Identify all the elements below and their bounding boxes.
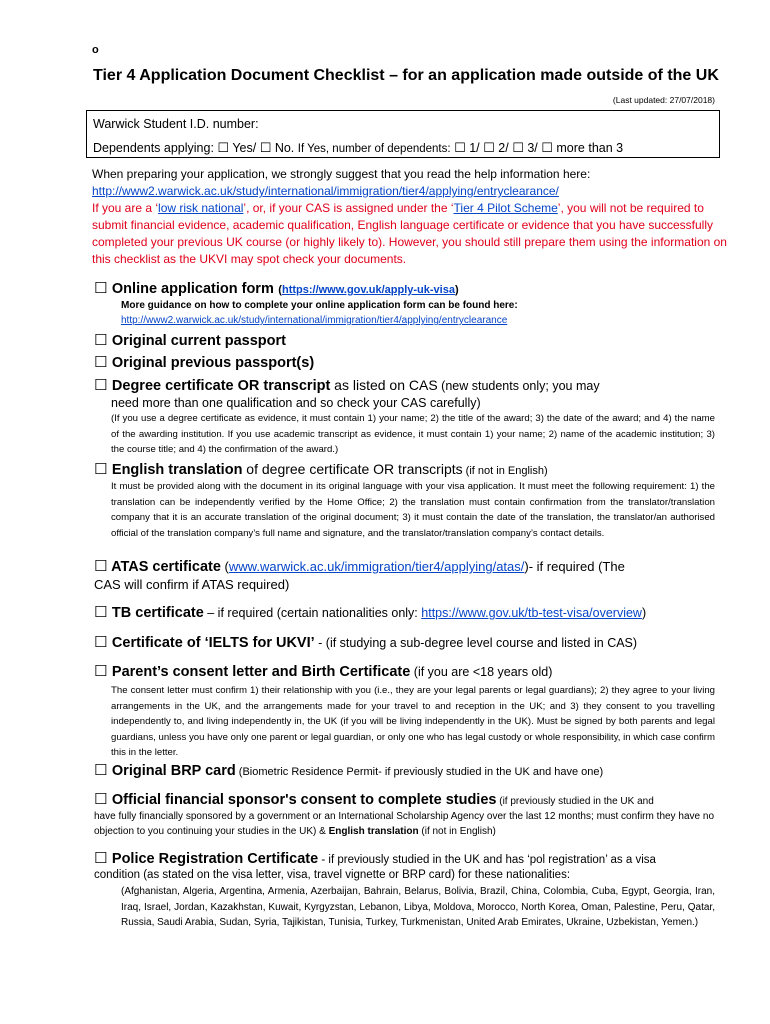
translation-rest: of degree certificate OR transcripts	[242, 461, 463, 477]
tb-rest: – if required (certain nationalities only:	[203, 606, 422, 620]
translation-heading: English translation	[111, 462, 243, 478]
checkbox-online-form[interactable]: ☐	[94, 279, 108, 297]
item-translation	[94, 460, 548, 479]
ielts-rest: - (if studying a sub-degree level course and listed in CAS)	[314, 636, 638, 650]
low-risk-link[interactable]: low risk national	[158, 201, 244, 215]
checkbox-parent[interactable]: ☐	[94, 662, 108, 680]
police-line2: condition (as stated on the visa letter, visa, travel vignette or BRP card) for these nationalities:	[94, 869, 571, 881]
pilot-scheme-link[interactable]: Tier 4 Pilot Scheme	[453, 201, 558, 215]
police-heading: Police Registration Certificate	[111, 851, 319, 867]
atas-line2: CAS will confirm if ATAS required)	[94, 577, 290, 592]
checkbox-brp[interactable]: ☐	[94, 761, 108, 779]
intro-paragraph	[92, 166, 732, 268]
item-parent	[94, 662, 552, 681]
tb-link[interactable]: https://www.gov.uk/tb-test-visa/overview	[421, 606, 642, 620]
intro-red-text	[92, 200, 732, 268]
degree-heading: Degree certificate OR transcript	[111, 378, 331, 394]
no-label: No.	[274, 141, 295, 155]
item-tb	[94, 603, 646, 622]
police-countries: (Afghanistan, Algeria, Argentina, Armenia, Azerbaijan, Bahrain, Belarus, Bolivia, Brazil, China, Colombia, Cuba, Egypt, Georgia, Iran, Iraq, Israel, Jordan, Kazakhstan, Kuwait, Kyrgyzstan, Lebanon, Libya, Moldova, Morocco, North Korea, Oman, Palestine, Peru, Qatar, Russia, Saudi Arabia, Sudan, Syria, Tajikistan, Tunisia, Turkey, Turkmenistan, United Arab Emirates, Ukraine, Uzbekistan, Yemen.)	[121, 886, 715, 928]
previous-passport-heading: Original previous passport(s)	[111, 355, 315, 371]
item-atas	[94, 557, 714, 575]
tb-paren-close: )	[641, 606, 647, 620]
red-text-1: If you are a ‘	[92, 201, 159, 215]
red-text-2: ’, or, if your CAS is assigned under the ‘	[243, 201, 454, 215]
yes-label: Yes/	[232, 141, 257, 155]
police-rest: - if previously studied in the UK and has ‘pol registration’ as a visa	[318, 854, 656, 866]
atas-heading: ATAS certificate	[111, 559, 221, 575]
degree-line2: need more than one qualification and so check your CAS carefully)	[111, 396, 481, 410]
dependents-row	[93, 141, 623, 156]
parent-heading: Parent’s consent letter and Birth Certificate	[111, 664, 411, 680]
translation-note: (if not in English)	[462, 465, 548, 477]
online-form-heading: Online application form	[111, 281, 274, 297]
intro-line1: When preparing your application, we strongly suggest that you read the help information here:	[92, 167, 591, 181]
apply-uk-visa-link[interactable]: https://www.gov.uk/apply-uk-visa	[281, 284, 455, 296]
item-sponsor	[94, 790, 654, 809]
brp-heading: Original BRP card	[111, 763, 236, 779]
atas-rest: )- if required (The	[524, 559, 625, 574]
checkbox-police[interactable]: ☐	[94, 849, 108, 867]
item-online-form	[94, 279, 459, 298]
sponsor-detail-bold: English translation	[328, 826, 419, 837]
opt2-label: 2/	[498, 141, 509, 155]
checkbox-1[interactable]: ☐	[454, 141, 466, 156]
brp-note: (Biometric Residence Permit- if previously studied in the UK and have one)	[235, 766, 604, 778]
bullet-marker: o	[92, 44, 99, 56]
item-ielts	[94, 633, 637, 652]
checkbox-tb[interactable]: ☐	[94, 603, 108, 621]
opt3-label: 3/	[527, 141, 538, 155]
degree-detail: (If you use a degree certificate as evidence, it must contain 1) your name; 2) the title of the award; 3) the date of the award; and 4) the name of the awarding institution. If you use academic transcript as evidence, it must contain 1) your name; 2) name of the academic institution; 3) the course title; and 4) the confirmation of the award.)	[111, 413, 715, 455]
checkbox-sponsor[interactable]: ☐	[94, 790, 108, 808]
degree-note: (new students only; you may	[437, 379, 600, 393]
parent-note: (if you are <18 years old)	[410, 665, 553, 679]
guidance-link[interactable]: http://www2.warwick.ac.uk/study/international/immigration/tier4/applying/entryclearance	[121, 315, 508, 326]
checkbox-2[interactable]: ☐	[483, 141, 495, 156]
sponsor-detail-2: (if not in English)	[418, 826, 496, 837]
student-info-box	[86, 110, 720, 158]
degree-rest: as listed on CAS	[330, 377, 438, 393]
checkbox-more[interactable]: ☐	[541, 141, 553, 156]
checkbox-3[interactable]: ☐	[512, 141, 524, 156]
atas-link[interactable]: www.warwick.ac.uk/immigration/tier4/applying/atas/	[228, 559, 525, 574]
item-degree	[94, 376, 600, 395]
number-prefix: If Yes, number of dependents:	[297, 143, 451, 155]
checkbox-previous-passport[interactable]: ☐	[94, 353, 108, 371]
parent-detail: The consent letter must confirm 1) their relationship with you (i.e., they are your legal parents or legal guardians); 2) they agree to your living arrangements in the UK, and the arrangements made for your travel to and reception in the UK; and 3) they consent to you travelling independently to, and living independently in, the UK (if you will be living independently in the UK). Must be signed by both parents and legal guardians, unless you have only one parent or legal guardian, or only one who has legal custody or whole responsibility, in which case confirm this in the letter.	[111, 685, 715, 758]
red-text-3: ’, you will not be required to submit financial evidence, academic qualification, English language certificate or evidence that you have successfully completed your previous UK course (or highly likely to). However, you should still prepare them using the information on this checklist as the UKVI may spot check your documents.	[92, 201, 727, 266]
ielts-heading: Certificate of ‘IELTS for UKVI’	[111, 635, 315, 651]
tb-heading: TB certificate	[111, 605, 204, 621]
sponsor-note: (if previously studied in the UK and	[496, 796, 654, 807]
item-police	[94, 849, 656, 868]
page-title: Tier 4 Application Document Checklist – for an application made outside of the UK	[93, 67, 719, 84]
opt4-label: more than 3	[556, 141, 624, 155]
checkbox-ielts[interactable]: ☐	[94, 633, 108, 651]
checkbox-atas[interactable]: ☐	[94, 557, 108, 575]
checkbox-degree[interactable]: ☐	[94, 376, 108, 394]
last-updated: (Last updated: 27/07/2018)	[612, 95, 715, 105]
student-id-label: Warwick Student I.D. number:	[93, 117, 259, 131]
online-form-paren-open: (	[278, 284, 282, 296]
checkbox-yes[interactable]: ☐	[217, 141, 230, 156]
sponsor-detail	[94, 809, 714, 839]
current-passport-heading: Original current passport	[111, 333, 286, 349]
item-brp	[94, 761, 603, 780]
checkbox-translation[interactable]: ☐	[94, 460, 108, 478]
opt1-label: 1/	[469, 141, 480, 155]
help-link[interactable]: http://www2.warwick.ac.uk/study/international/immigration/tier4/applying/entryclearance/	[92, 184, 559, 198]
translation-detail: It must be provided along with the document in its original language with your visa application. It must meet the following requirement: 1) the translation can be independently verified by the Home Office; 2) the translation must contain confirmation from the translator/translation company that it is an accurate translation of the original document; 3) it must contain the date of the translation, the translator/an authorised official of the translation company’s full name and signature, and the translator/translation company’s contact details.	[111, 481, 715, 539]
sponsor-heading: Official financial sponsor's consent to complete studies	[111, 792, 497, 808]
dependents-label: Dependents applying:	[93, 141, 214, 155]
item-current-passport	[94, 331, 286, 350]
checkbox-current-passport[interactable]: ☐	[94, 331, 108, 349]
checkbox-no[interactable]: ☐	[259, 141, 272, 156]
item-previous-passport	[94, 353, 314, 372]
atas-paren-open: (	[220, 559, 229, 574]
online-form-guidance: More guidance on how to complete your online application form can be found here:	[121, 300, 518, 311]
sponsor-detail-1: have fully financially sponsored by a government or an International Scholarship Agency over the last 12 months; must confirm they have no objection to you continuing your studies in the UK) &	[94, 811, 714, 837]
online-form-paren-close: )	[454, 284, 459, 296]
